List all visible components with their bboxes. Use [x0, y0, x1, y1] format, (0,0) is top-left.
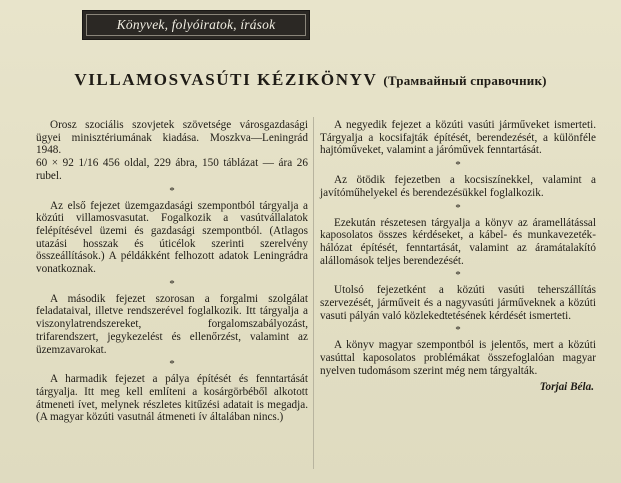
paragraph-chapter-6: Ezekután részetesen tárgyalja a könyv az áramellátással kaposolatos összes kérdéseket, a kábel- és munkavezeték-hálózat építését, fenntartását, valamint az áramátalakító alállomások teljes berendezését.: [320, 216, 596, 267]
separator-star: *: [169, 184, 175, 197]
publication-format: 60 × 92 1/16 456 oldal, 229 ábra, 150 táblázat — ára 26 rubel.: [36, 157, 308, 182]
title-russian: (Трамвайный справочник): [383, 73, 547, 88]
paragraph-chapter-2: A második fejezet szorosan a forgalmi szolgálat feladataival, illetve rendszerével foglalkozik. Itt tárgyalja a viszonylatrendszereket, forgalomszabályozást, trifarendszert, jegykezelést és ellenőrzést, valamint az üzemzavarokat.: [36, 292, 308, 356]
column-divider: [313, 117, 314, 469]
title-main: VILLAMOSVASÚTI KÉZIKÖNYV: [74, 70, 378, 89]
publication-info: Orosz szociális szovjetek szövetsége városgazdasági ügyei minisztériumának kiadása. Moszkva—Leningrád 1948.: [36, 119, 308, 157]
separator-star: *: [455, 269, 461, 282]
paragraph-chapter-5: Az ötödik fejezetben a kocsiszínekkel, valamint a javítóműhelyekel és berendezésükkel foglalkozik.: [320, 174, 596, 199]
paragraph-chapter-4: A negyedik fejezet a közúti vasúti járműveket ismerteti. Tárgyalja a kocsifajták építését, berendezését, a különféle hajtóműveket, valamint a járóművek fenntartását.: [320, 119, 596, 157]
left-column: [36, 119, 308, 424]
article-title: [0, 70, 621, 90]
right-column: [320, 119, 596, 393]
author-signature: Torjai Béla.: [539, 380, 594, 393]
separator-star: *: [169, 358, 175, 371]
paragraph-chapter-7: Utolsó fejezetként a közúti vasúti teherszállítás szervezését, járműveit és a nagyvasúti járműveknek a közúti vasuti pályán való közlekedtetésének kérdését ismerteti.: [320, 284, 596, 322]
section-banner: [82, 10, 310, 40]
separator-star: *: [455, 159, 461, 172]
separator-star: *: [455, 201, 461, 214]
paragraph-chapter-3: A harmadik fejezet a pálya építését és fenntartását tárgyalja. Itt meg kell említeni a kosárgörbéből alkotott átmeneti ívet, melynek részletes kitűzési adatait is megadja. (A magyar közúti vasutnál átmeneti ív általában nincs.): [36, 373, 308, 424]
paragraph-chapter-1: Az első fejezet üzemgazdasági szempontból tárgyalja a közúti villamosvasutat. Fogalkozik a vasútvállalatok felépítésével üzemi és gazdasági szempontból. (Atlagos utazási hosszak és úticélok szerinti szerelvény összeállítások.) A példákként felhozott adatok Leningrádra vonatkoznak.: [36, 199, 308, 276]
separator-star: *: [455, 324, 461, 337]
separator-star: *: [169, 277, 175, 290]
section-header: Könyvek, folyóiratok, írások: [116, 17, 276, 32]
paragraph-conclusion: A könyv magyar szempontból is jelentős, mert a közúti vasúttal kaposolatos problémákat összefoglalóan magyar nyelven tudomásom szerint még nem tárgyalták.: [320, 339, 596, 377]
